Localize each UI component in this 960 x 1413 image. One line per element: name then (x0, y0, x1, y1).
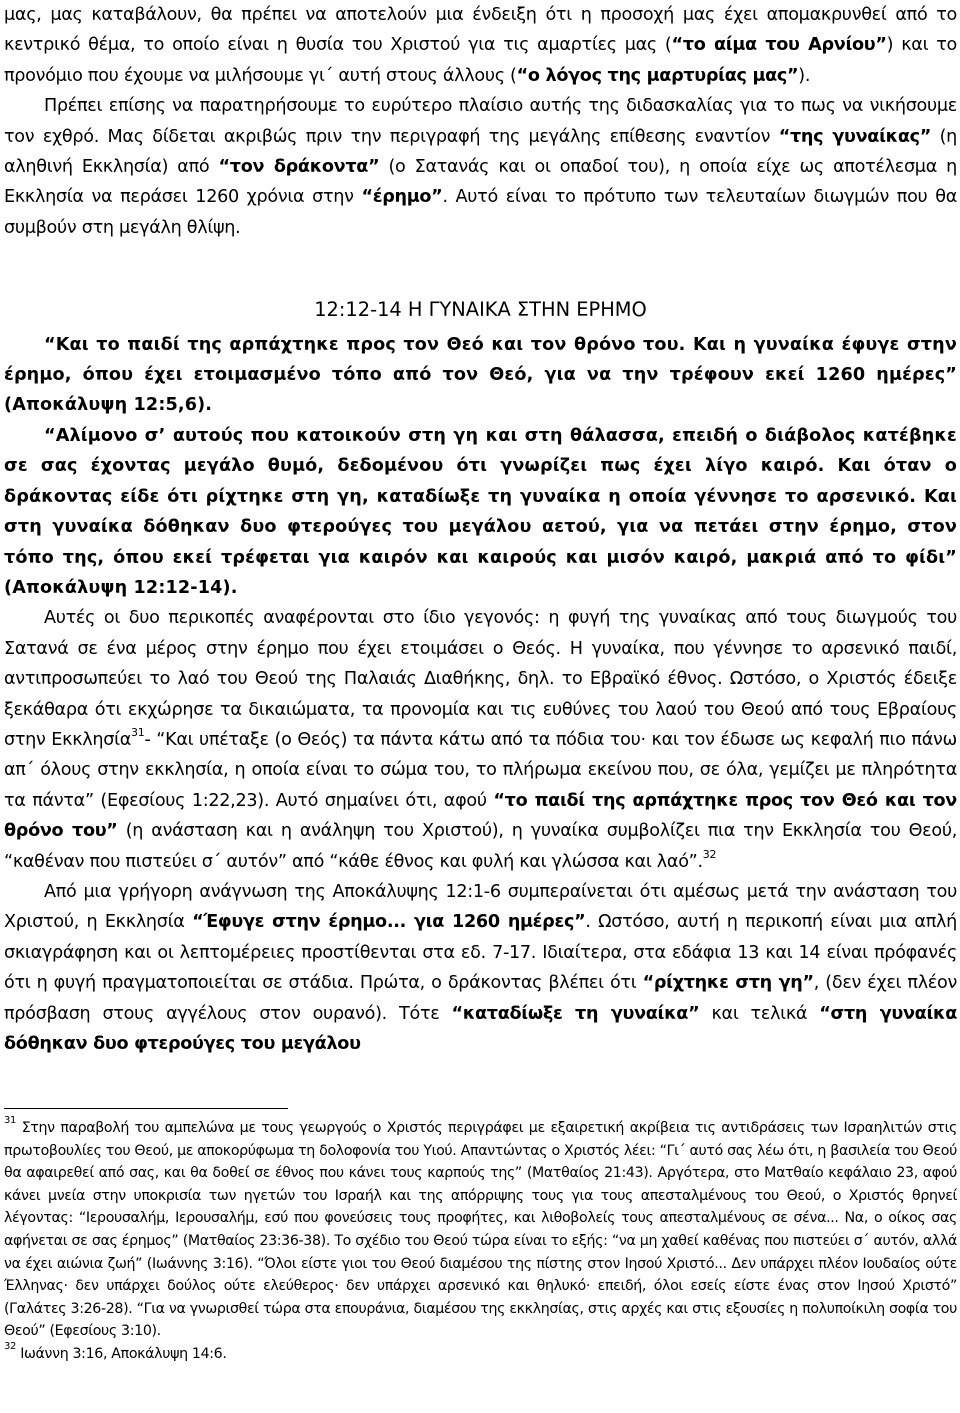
footnote-ref-31[interactable]: 31 (131, 726, 145, 740)
text-run: (η αληθινή Εκκλησία) από (4, 126, 957, 178)
text-run: . Αυτό είναι το πρότυπο των τελευταίων διωγμών που θα συμβούν στη μεγάλη θλίψη. (4, 187, 957, 238)
footnote-number: 32 (4, 1341, 17, 1353)
text-run: ). (798, 65, 811, 86)
footnote-text: Στην παραβολή του αμπελώνα με τους γεωργούς ο Χριστός περιγράφει με εξαιρετική ακρίβεια τις αντιδράσεις των Ισραηλιτών στις πρωτοβουλίες του Θεού, με αποκορύφωμα τη δολοφονία του Υιού. Απαντώντας ο Χριστός λέει: “Γι΄ αυτό σας λέω ότι, η βασιλεία του Θεού θα αφαιρεθεί από σας, και θα δοθεί σε έθνος που κάνει τους καρπούς της” (Ματθαίος 21:43). Αργότερα, στο Ματθαίο κεφάλαιο 23, αφού κάνει μνεία στην υποκρισία των ηγετών του Ισραήλ και της απόρριψης τους για τους απεσταλμένους του Θεού, ο Χριστός θρηνεί λέγοντας: “Ιερουσαλήμ, Ιερουσαλήμ, εσύ που φονεύσεις τους προφήτες, και λιθοβολείς τους απεσταλμένους σε σένα... Να, ο οίκος σας αφήνεται σε σας έρημος” (Ματθαίος 23:36-38). Το σχέδιο του Θεού τώρα είναι το εξής: “να μη χαθεί καθένας που πιστεύει σ΄ αυτόν, αλλά να έχει αιώνια ζωή” (Ιωάννης 3:16). “Όλοι είστε γιοι του Θεού διαμέσου της πίστης στον Ιησού Χριστό... Δεν υπάρχει πλέον Ιουδαίος ούτε Έλληνας· δεν υπάρχει δούλος ούτε ελεύθερος· δεν υπάρχει αρσενικό και θηλυκό· επειδή, όλοι εσείς είστε ένας στον Ιησού Χριστό” (Γαλάτες 3:26-28). “Για να γνωρισθεί τώρα στα επουράνια, διαμέσου της εκκλησίας, στις αρχές και στις εξουσίες η πολυποίκιλη σοφία του Θεού” (Εφεσίους 3:10). (4, 1120, 957, 1340)
bold-quote: “έρημο” (361, 187, 443, 208)
footnote-number: 31 (4, 1115, 17, 1127)
bold-quote: “Έφυγε στην έρημο... για 1260 ημέρες” (192, 912, 586, 933)
bold-quote: “το αίμα του Αρνίου” (671, 35, 887, 56)
text-run: και τελικά (699, 1003, 820, 1024)
text-run: , (δεν έχει πλέον πρόσβαση στους αγγέλους στον ουρανό). Τότε (4, 973, 958, 1024)
paragraph-4 (4, 877, 957, 1059)
section-heading: 12:12-14 Η ΓΥΝΑΙΚΑ ΣΤΗΝ ΕΡΗΜΟ (314, 298, 647, 322)
scripture-quotes (4, 330, 957, 604)
text-run: (η ανάσταση και η ανάληψη του Χριστού), η γυναίκα συμβολίζει πια την Εκκλησία του Θεού, “καθέναν που πιστεύει σ΄ αυτόν” από “κάθε έθνος και φυλή και γλώσσα και λαό”. (4, 821, 957, 872)
text-run: . Ωστόσο, αυτή η περικοπή είναι μια απλή σκιαγράφηση και οι λεπτομέρειες προστίθενται στα εδ. 7-17. Ιδιαίτερα, στα εδάφια 13 και 14 είναι πρόφανές ότι η φυγή πραγματοποιείται σε στάδια. Πρώτα, ο δράκοντας βλέπει ότι (4, 912, 957, 994)
footnote-31 (4, 1117, 957, 1343)
bold-quote: “ο λόγος της μαρτυρίας μας” (516, 65, 799, 86)
bold-quote: “τον δράκοντα” (218, 157, 380, 178)
bold-quote: “της γυναίκας” (778, 126, 932, 147)
footnote-separator (4, 1108, 288, 1109)
text-run: Αυτές οι δυο περικοπές αναφέρονται στο ίδιο γεγονός: η φυγή της γυναίκας από τους διωγμούς του Σατανά σε ένα μέρος στην έρημο που έχει ετοιμάσει ο Θεός. Η γυναίκα, που γέννησε το αρσενικό παιδί, αντιπροσωπεύει το λαό του Θεού της Παλαιάς Διαθήκης, δηλ. το Εβραϊκό έθνος. Ωστόσο, ο Χριστός έδειξε ξεκάθαρα ότι εκχώρησε τα δικαιώματα, τα προνομία και τις ευθύνες του λαού του Θεού από τους Εβραίους στην Εκκλησία (4, 608, 957, 750)
scripture-quote-2: “Αλίμονο σ’ αυτούς που κατοικούν στη γη και στη θάλασσα, επειδή ο διάβολος κατέβηκε σε σας έχοντας μεγάλο θυμό, δεδομένου ότι γνωρίζει πως έχει λίγο καιρό. Και όταν ο δράκοντας είδε ότι ρίχτηκε στη γη, καταδίωξε τη γυναίκα η οποία γέννησε το αρσενικό. Και στη γυναίκα δόθηκαν δυο φτερούγες του μεγάλου αετού, για να πετάει στην έρημο, στον τόπο της, όπου εκεί τρέφεται για καιρόν και καιρούς και μισόν καιρό, μακριά από το φίδι” (Αποκάλυψη 12:12-14). (4, 425, 957, 598)
footnote-ref-32[interactable]: 32 (702, 847, 717, 861)
bold-quote: “το παιδί της αρπάχτηκε προς τον Θεό και τον θρόνο του” (4, 790, 957, 842)
bold-quote: “καταδίωξε τη γυναίκα” (451, 1003, 700, 1024)
text-run: μας, μας καταβάλουν, θα πρέπει να αποτελούν μια ένδειξη ότι η προσοχή μας έχει απομακρυνθεί από το κεντρικό θέμα, το οποίο είναι η θυσία του Χριστού για τις αμαρτίες μας ( (4, 5, 957, 56)
footnotes (4, 1117, 957, 1366)
text-run: (ο Σατανάς και οι οπαδοί του), η οποία είχε ως αποτέλεσμα η Εκκλησία να περάσει 1260 χρόνια στην (4, 157, 957, 208)
text-run: - “Και υπέταξε (ο Θεός) τα πάντα κάτω από τα πόδια του· και τον έδωσε ως κεφαλή πιο πάνω απ΄ όλους στην εκκλησία, η οποία είναι το σώμα του, το πλήρωμα εκείνου που, σε όλα, γεμίζει με πληρότητα τα πάντα” (Εφεσίους 1:22,23). Αυτό σημαίνει ότι, αφού (4, 729, 957, 811)
text-run: Πρέπει επίσης να παρατηρήσουμε το ευρύτερο πλαίσιο αυτής της διδασκαλίας για το πως να νικήσουμε τον εχθρό. Μας δίδεται ακριβώς πριν την περιγραφή της μεγάλης επίθεσης εναντίον (4, 96, 957, 147)
spacer (4, 243, 957, 291)
text-run: ) και το προνόμιο που έχουμε να μιλήσουμε γι΄ αυτή στους άλλους ( (4, 35, 957, 86)
paragraph-3 (4, 603, 957, 877)
bold-quote: “στη γυναίκα δόθηκαν δυο φτερούγες του μεγάλου (4, 1003, 957, 1054)
text-run: Από μια γρήγορη ανάγνωση της Αποκάλυψης 12:1-6 συμπεραίνεται ότι αμέσως μετά την ανάσταση του Χριστού, η Εκκλησία (4, 881, 957, 933)
footnote-32 (4, 1343, 957, 1366)
main-text (4, 0, 957, 1059)
bold-quote: “ρίχτηκε στη γη” (642, 973, 814, 994)
footnote-text: Ιωάννη 3:16, Αποκάλυψη 14:6. (16, 1345, 227, 1362)
paragraph-2 (4, 91, 957, 243)
scripture-quote-1: “Και το παιδί της αρπάχτηκε προς τον Θεό και τον θρόνο του. Και η γυναίκα έφυγε στην έρημο, όπου έχει ετοιμασμένο τόπο από τον Θεό, για να την τρέφουν εκεί 1260 ημέρες” (Αποκάλυψη 12:5,6). (4, 334, 957, 416)
paragraph-1 (4, 0, 957, 91)
